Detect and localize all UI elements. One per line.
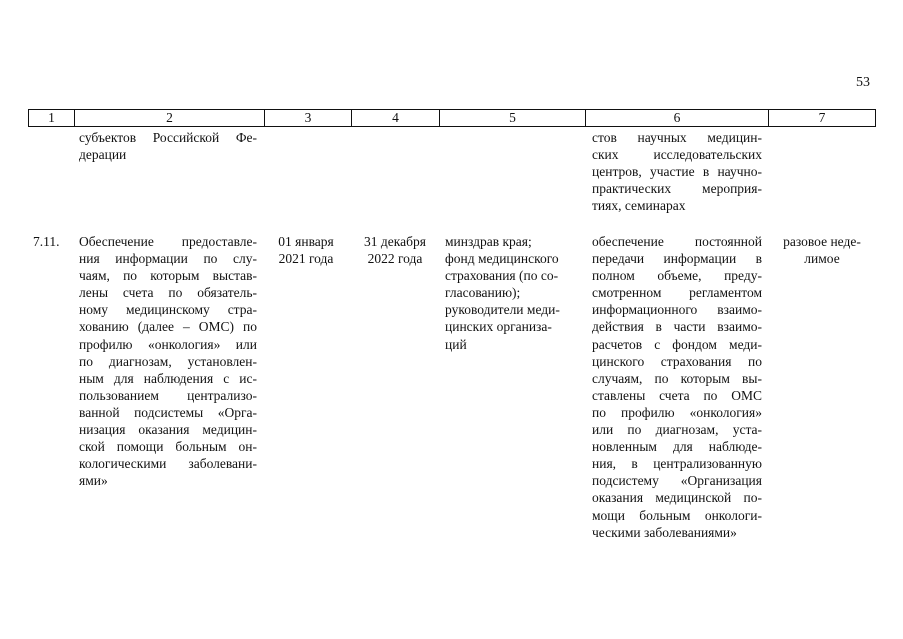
text-line: 01 января	[278, 234, 334, 249]
text-line: расчетов с фондом меди-	[592, 336, 762, 352]
text-line: лены счета по обязатель-	[79, 285, 257, 301]
text-line: хованию (далее – ОМС) по	[79, 319, 257, 335]
text-line: по профилю «онкология»	[592, 404, 762, 420]
task-description	[79, 233, 257, 489]
page-number: 53	[856, 75, 870, 90]
column-header-5: 5	[440, 110, 586, 127]
text-line: разовое неде-	[783, 234, 861, 249]
text-line: ских исследовательских	[592, 147, 762, 163]
text-line: низация оказания медицин-	[79, 422, 257, 438]
text-line: ным для наблюдения с ис-	[79, 370, 257, 386]
text-line: пользованием централизо-	[79, 387, 257, 403]
column-header-4: 4	[352, 110, 440, 127]
text-line: цинского страхования по	[592, 353, 762, 369]
text-line: центров, участие в научно-	[592, 164, 762, 180]
text-line: кологическими заболевани-	[79, 456, 257, 472]
text-line: подсистему «Организация	[592, 473, 762, 489]
text-line: новленным для наблюде-	[592, 439, 762, 455]
expected-result	[592, 233, 762, 541]
text-line: руководители меди-	[445, 302, 560, 318]
text-line: ния, в централизованную	[592, 456, 762, 472]
text-line: гласованию);	[445, 285, 521, 301]
text-line: цинских организа-	[445, 319, 552, 335]
responsible-parties	[445, 233, 585, 353]
column-header-7: 7	[769, 110, 876, 127]
text-line: 2021 года	[278, 251, 334, 267]
text-line: полном объеме, преду-	[592, 268, 762, 284]
column-header-6: 6	[586, 110, 769, 127]
start-date	[268, 233, 344, 267]
continuation-col2	[79, 129, 257, 163]
column-header-1: 1	[29, 110, 75, 127]
text-line: по диагнозам, установлен-	[79, 353, 257, 369]
text-line: смотренном регламентом	[592, 285, 762, 301]
column-header-3: 3	[265, 110, 352, 127]
text-line: 2022 года	[367, 251, 423, 267]
text-line: практических мероприя-	[592, 181, 762, 197]
text-line: мощи больным онкологи-	[592, 507, 762, 523]
text-line: оказания медицинской по-	[592, 490, 762, 506]
text-line: ской помощи больным он-	[79, 439, 257, 455]
text-line: ческими заболеваниями»	[592, 524, 737, 540]
text-line: ванной подсистемы «Орга-	[79, 404, 257, 420]
text-line: 31 декабря	[364, 234, 426, 249]
text-line: стов научных медицин-	[592, 130, 762, 145]
text-line: ставлены счета по ОМС	[592, 387, 762, 403]
text-line: тиях, семинарах	[592, 198, 686, 214]
row-number: 7.11.	[33, 234, 60, 249]
text-line: фонд медицинского	[445, 251, 559, 267]
text-line: действия в части взаимо-	[592, 319, 762, 335]
text-line: страхования (по со-	[445, 268, 559, 284]
text-line: профилю «онкология» или	[79, 336, 257, 352]
text-line: ций	[445, 336, 467, 352]
text-line: ному медицинскому стра-	[79, 302, 257, 318]
text-line: чаям, по которым выстав-	[79, 268, 257, 284]
text-line: случаям, по которым вы-	[592, 370, 762, 386]
text-line: обеспечение постоянной	[592, 234, 762, 249]
text-line: Обеспечение предоставле-	[79, 234, 257, 249]
end-date	[355, 233, 435, 267]
text-line: минздрав края;	[445, 234, 532, 249]
result-type	[774, 233, 870, 267]
column-header-2: 2	[75, 110, 265, 127]
text-line: передачи информации в	[592, 251, 762, 267]
text-line: информационного взаимо-	[592, 302, 762, 318]
text-line: лимое	[804, 251, 840, 267]
text-line: ями»	[79, 473, 108, 489]
text-line: или по диагнозам, уста-	[592, 422, 762, 438]
table-header	[28, 109, 876, 127]
text-line: дерации	[79, 147, 127, 163]
text-line: субъектов Российской Фе-	[79, 130, 257, 145]
text-line: ния информации по слу-	[79, 251, 257, 267]
continuation-col6	[592, 129, 762, 214]
